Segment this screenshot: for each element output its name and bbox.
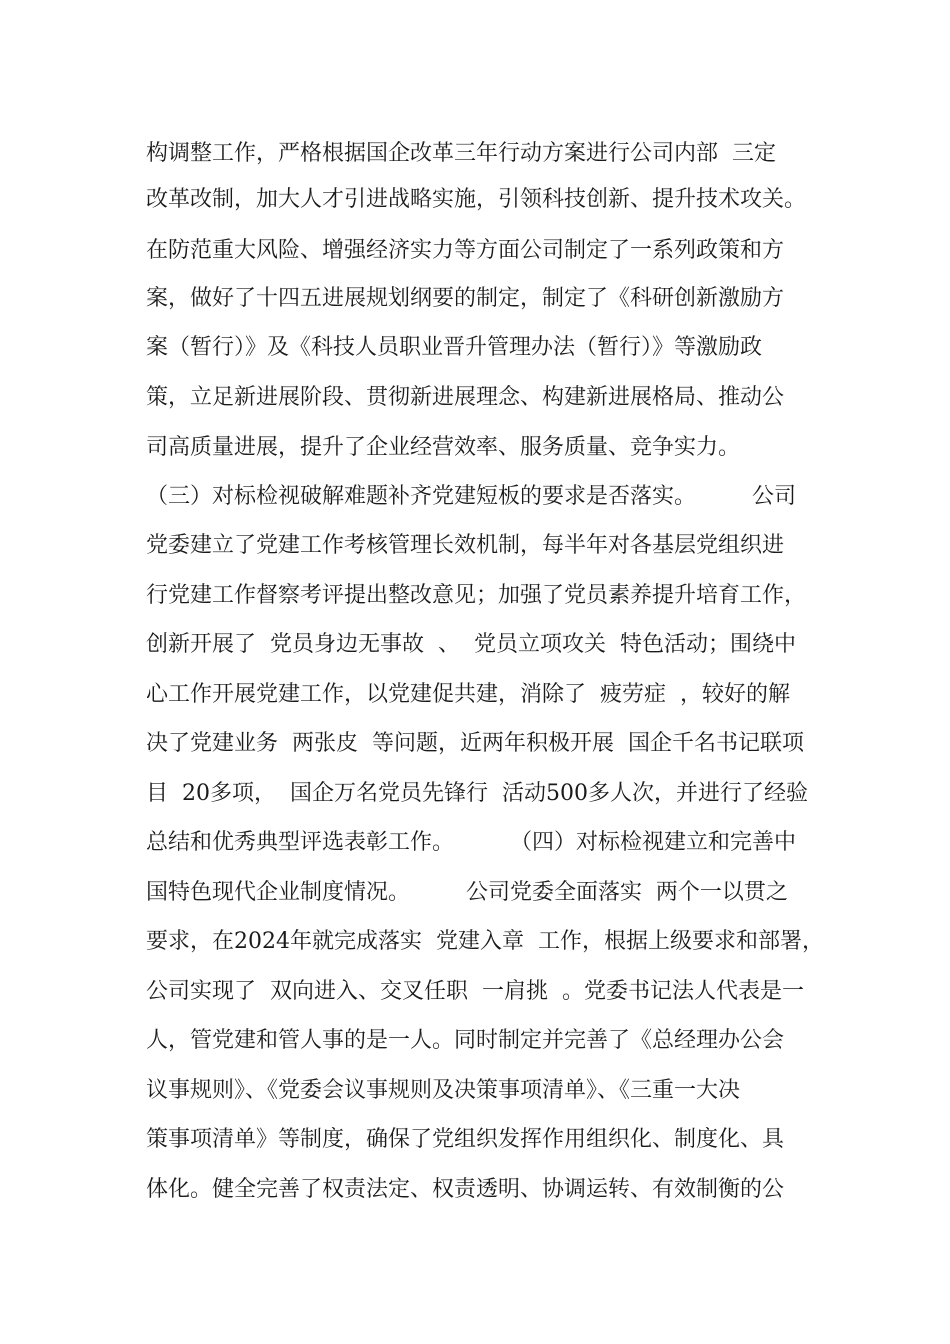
text-line: 议事规则》、《党委会议事规则及决策事项清单》、《三重一大决 <box>146 1078 741 1103</box>
text-line: 人，管党建和管人事的是一人。同时制定并完善了《总经理办公会 <box>146 1028 785 1053</box>
text-line: 党委建立了党建工作考核管理长效机制，每半年对各基层党组织进 <box>146 533 785 558</box>
text-line: 公司实现了 双向进入、交叉任职 一肩挑 。党委书记法人代表是一 <box>146 979 804 1004</box>
text-line: 国特色现代企业制度情况。 公司党委全面落实 两个一以贯之 <box>146 880 788 905</box>
text-line: 案（暂行）》及《科技人员职业晋升管理办法（暂行）》等激励政 <box>146 335 763 360</box>
text-line: 创新开展了 党员身边无事故 、 党员立项攻关 特色活动；围绕中 <box>146 632 796 657</box>
text-line: 目 20多项， 国企万名党员先锋行 活动500多人次，并进行了经验 <box>146 781 808 806</box>
text-line: 决了党建业务 两张皮 等问题，近两年积极开展 国企千名书记联项 <box>146 731 804 756</box>
text-line: 策，立足新进展阶段、贯彻新进展理念、构建新进展格局、推动公 <box>146 385 785 410</box>
text-line: 心工作开展党建工作，以党建促共建，消除了 疲劳症 ，较好的解 <box>146 682 790 707</box>
text-line: 体化。健全完善了权责法定、权责透明、协调运转、有效制衡的公 <box>146 1177 785 1202</box>
text-line: 构调整工作，严格根据国企改革三年行动方案进行公司内部 三定 <box>146 141 776 166</box>
section-heading-line: （三）对标检视破解难题补齐党建短板的要求是否落实。 公司 <box>146 484 796 509</box>
text-line: 要求，在2024年就完成落实 党建入章 工作，根据上级要求和部署， <box>146 929 824 954</box>
text-line: 司高质量进展，提升了企业经营效率、服务质量、竞争实力。 <box>146 435 741 460</box>
section-heading-line: 总结和优秀典型评选表彰工作。 （四）对标检视建立和完善中 <box>146 830 796 855</box>
text-line: 策事项清单》等制度，确保了党组织发挥作用组织化、制度化、具 <box>146 1127 785 1152</box>
text-line: 案，做好了十四五进展规划纲要的制定，制定了《科研创新激励方 <box>146 286 785 311</box>
text-line: 在防范重大风险、增强经济实力等方面公司制定了一系列政策和方 <box>146 238 785 263</box>
text-line: 行党建工作督察考评提出整改意见；加强了党员素养提升培育工作， <box>146 583 807 608</box>
text-line: 改革改制，加大人才引进战略实施，引领科技创新、提升技术攻关。 <box>146 187 807 212</box>
